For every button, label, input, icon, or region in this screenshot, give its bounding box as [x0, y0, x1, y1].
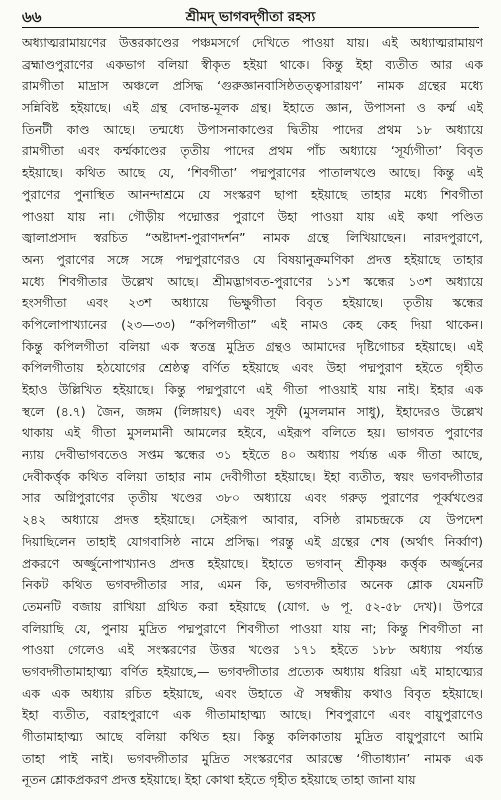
text-line: হইয়াছে। কথিত আছে যে, ‘শিবগীতা’ পদ্মপুরাণের পাতালখণ্ডে আছে। কিন্তু এই [22, 165, 483, 181]
text-line: তাহা পাই নাই। ভগবদ্গীতার মুদ্রিত সংস্করণের আরম্ভে ‘গীতাধ্যান’ নামক এক [22, 750, 483, 766]
text-line: নিকট কথিত ভগবদ্গীতার সার, এমন কি, ভগবদ্গীতার অনেক শ্লোক যেমনটি [22, 577, 483, 593]
text-line: প্রকরণে অর্জ্জুনোপাখ্যানও প্রদত্ত হইয়াছে। ইহাতে ভগবান্ শ্রীকৃষ্ণ কর্ত্তৃক অর্জ্জুনের [22, 555, 483, 571]
text-line: পাওয়া যায় না। গৌড়ীয় পদ্মোত্তর পুরাণে উহা পাওয়া যায় এই কথা পণ্ডিত [22, 208, 483, 224]
text-line: বলিয়াছি যে, পুনায় মুদ্রিত পদ্মপুরাণে শিবগীতা পাওয়া যায় না; কিন্তু শিবগীতা না [22, 620, 483, 636]
text-line: রামগীতা মাদ্রাস অঞ্চলে প্রসিদ্ধ ‘গুরুজ্ঞানবাসিষ্ঠতত্ত্বসারায়ণ’ নামক গ্রন্থের মধ্যে [22, 78, 483, 94]
text-line: নূতন শ্লোকপ্রকরণ প্রদত্ত হইয়াছে। ইহা কোথা হইতে গৃহীত হইয়াছে তাহা জানা যায় [22, 772, 416, 788]
text-line: তিনটী কাণ্ড আছে। তন্মধ্যে উপাসনাকাণ্ডের দ্বিতীয় পাদের প্রথম ১৮ অধ্যায়ে [22, 121, 483, 137]
text-line: এক এক অধ্যায় রচিত হইয়াছে, এবং উহাতে ঐ সম্বন্ধীয় কথাও বিবৃত হইয়াছে। [22, 685, 483, 701]
text-line: থাকায় এই গীতা মুসলমানী আমলের হইবে, এইরূপ বলিতে হয়। ভাগবত পুরাণের [22, 425, 483, 441]
text-line: সার অগ্নিপুরাণের তৃতীয় খণ্ডের ৩৮০ অধ্যায়ে এবং গরুড় পুরাণের পূর্ব্বখণ্ডের [22, 490, 483, 506]
text-line: তেমনটি বজায় রাখিয়া গ্রথিত করা হইয়াছে (যোগ. ৬ পূ. ৫২-৫৮ দেখ)। উপরে [22, 598, 483, 614]
text-line: অধ্যাত্মরামায়ণের উত্তরকাণ্ডের পঞ্চমসর্গে দেখিতে পাওয়া যায়। এই অধ্যাত্মরামায়ণ [22, 35, 483, 50]
text-line: কপিলগীতায় হঠযোগের শ্রেষ্ঠত্ব বর্ণিত হইয়াছে এবং উহা পদ্মপুরাণ হইতে গৃহীত [22, 360, 483, 376]
text-line: রামগীতা এবং কর্ম্মকাণ্ডের তৃতীয় পাদের প্রথম পাঁচ অধ্যায়ে ‘সূর্য্যগীতা’ বিবৃত [22, 143, 483, 159]
text-line: ইহা ব্যতীত, বরাহপুরাণে এক গীতামাহাত্ম্য আছে। শিবপুরাণে এবং বায়ুপুরাণেও [22, 707, 483, 723]
text-line: পাওয়া গেলেও এই সংস্করণের উত্তর খণ্ডের ১৭১ হইতে ১৮৮ অধ্যায় পর্য্যন্ত [22, 642, 483, 658]
text-line: স্থলে (৪.৭) জৈন, জঙ্গম (লিঙ্গায়ৎ) এবং সূফী (মুসলমান সাধু), ইহাদেরও উল্লেখ [22, 403, 483, 419]
text-line: পুরাণের পুনাস্থিত আনন্দাশ্রমে যে সংস্করণ ছাপা হইয়াছে তাহার মধ্যে শিবগীতা [22, 186, 483, 202]
text-line: মধ্যে শিবগীতার উল্লেখ আছে। শ্রীমদ্ভাগবত-পুরাণের ১১শ স্কন্ধের ১৩শ অধ্যায়ে [22, 273, 483, 289]
text-line: দিয়াছিলেন তাহাই যোগবাসিষ্ঠ নামে প্রসিদ্ধ। পরন্তু এই গ্রন্থের শেষ (অর্থাৎ নির্ব্বাণ) [22, 533, 483, 549]
text-line: হংসগীতা এবং ২৩শ অধ্যায়ে ভিক্ষুগীতা বিবৃত হইয়াছে। তৃতীয় স্কন্ধের [22, 295, 483, 311]
running-title: শ্রীমদ্ ভাগবদ্‌গীতা রহস্য [185, 9, 316, 25]
text-line: ২৪২ অধ্যায়ে প্রদত্ত হইয়াছে। সেইরূপ আবার, বসিষ্ঠ রামচন্দ্রকে যে উপদেশ [22, 512, 483, 528]
text-line: অন্য পুরাণের সঙ্গে সঙ্গে পদ্মপুরাণেরও যে বিষয়ানুক্রমণিকা প্রদত্ত হইয়াছে তাহার [22, 251, 483, 267]
text-line: ইহাও উল্লিখিত হইয়াছে। কিন্তু পদ্মপুরাণে এই গীতা পাওয়াই যায় নাই। ইহার এক [22, 382, 483, 397]
text-line: জ্বালাপ্রসাদ স্বরচিত “অষ্টাদশ-পুরাণদর্শন” নামক গ্রন্থে লিখিয়াছেন। নারদপুরাণে, [22, 230, 483, 246]
text-line: গীতামাহাত্ম্য আছে বলিয়া কথিত হয়। কিন্তু কলিকাতায় মুদ্রিত বায়ুপুরাণে আমি [22, 729, 483, 744]
page-header [22, 4, 479, 26]
text-line: সন্নিবিষ্ট হইয়াছে। এই গ্রন্থ বেদান্ত-মূলক গ্রন্থ। ইহাতে জ্ঞান, উপাসনা ও কর্ম্ম এই [22, 100, 483, 116]
body-text [22, 32, 483, 791]
text-line: ন্যায় দেবীভাগবতেও সপ্তম স্কন্ধের ৩১ হইতে ৪০ অধ্যায় পর্য্যন্ত এক গীতা আছে, [22, 447, 483, 463]
text-line: ব্রহ্মাণ্ডপুরাণের একভাগ বলিয়া স্বীকৃত হইয়া থাকে। কিন্তু ইহা ব্যতীত আর এক [22, 56, 483, 72]
text-line: ভগবদ্গীতামাহাত্ম্য বর্ণিত হইয়াছে,— ভগবদ্গীতার প্রত্যেক অধ্যায় ধরিয়া এই মাহাত্ম্যের [22, 663, 483, 679]
header-rule [22, 27, 479, 28]
text-line: কপিলোপাখ্যানের (২৩—৩৩) “কপিলগীতা” এই নামও কেহ কেহ দিয়া থাকেন। [22, 316, 483, 332]
text-line: কিন্তু কপিলগীতা বলিয়া এক স্বতন্ত্র মুদ্রিত গ্রন্থও আমাদের দৃষ্টিগোচর হইয়াছে। এই [22, 338, 483, 354]
page-number: ৬৬ [22, 8, 42, 26]
text-line: দেবীকর্ত্তৃক কথিত বলিয়া তাহার নাম দেবীগীতা হইয়াছে। ইহা ব্যতীত, স্বয়ং ভগবদ্গীতার [22, 468, 483, 484]
